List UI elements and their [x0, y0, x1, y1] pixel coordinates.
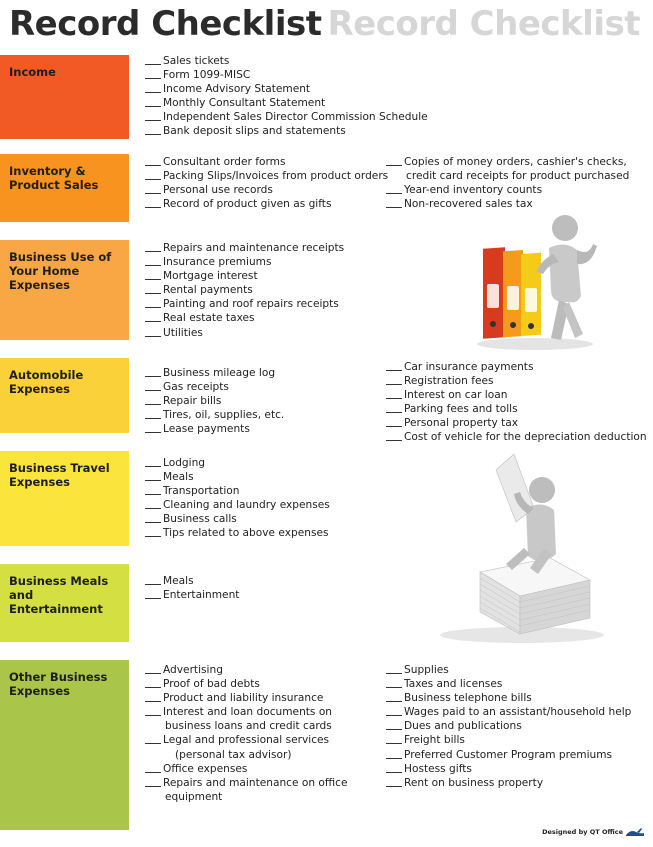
checklist-item: Non-recovered sales tax: [386, 197, 629, 211]
checklist-item: Tires, oil, supplies, etc.: [145, 408, 284, 422]
checklist-item: Insurance premiums: [145, 255, 344, 269]
checklist-item: Hostess gifts: [386, 762, 631, 776]
checklist-item: Lodging: [145, 456, 330, 470]
section-label-auto: Automobile Expenses: [0, 358, 129, 433]
checklist-item: Painting and roof repairs receipts: [145, 297, 344, 311]
checklist-item: Real estate taxes: [145, 311, 344, 325]
checklist-item: Lease payments: [145, 422, 284, 436]
travel-list: [145, 456, 330, 541]
checklist-item: Business calls: [145, 512, 330, 526]
checklist-item: Cost of vehicle for the depreciation deduction: [386, 430, 647, 444]
figure-with-binders-illustration: [465, 214, 605, 352]
checklist-item: Packing Slips/Invoices from product orders: [145, 169, 388, 183]
section-label-home: Business Use of Your Home Expenses: [0, 240, 129, 340]
checklist-item: Utilities: [145, 326, 344, 340]
checklist-item: Repair bills: [145, 394, 284, 408]
section-label-other: Other Business Expenses: [0, 660, 129, 830]
checklist-item: Meals: [145, 470, 330, 484]
checklist-item: Cleaning and laundry expenses: [145, 498, 330, 512]
checklist-item: Supplies: [386, 663, 631, 677]
checklist-item: Repairs and maintenance receipts: [145, 241, 344, 255]
checklist-item: Registration fees: [386, 374, 647, 388]
checklist-item: Rental payments: [145, 283, 344, 297]
checklist-item: Personal property tax: [386, 416, 647, 430]
checklist-item: Interest on car loan: [386, 388, 647, 402]
checklist-item: Entertainment: [145, 588, 239, 602]
checklist-item: Taxes and licenses: [386, 677, 631, 691]
figure-on-paper-stack-illustration: [430, 450, 608, 645]
checklist-item: Form 1099-MISC: [145, 68, 428, 82]
section-label-income: Income: [0, 55, 129, 139]
income-list: [145, 54, 428, 139]
section-label-travel: Business Travel Expenses: [0, 451, 129, 546]
checklist-item: Wages paid to an assistant/household help: [386, 705, 631, 719]
section-label-inventory: Inventory & Product Sales: [0, 154, 129, 222]
auto-list-left: [145, 366, 284, 436]
checklist-item: Business telephone bills: [386, 691, 631, 705]
section-label-meals: Business Meals and Entertainment: [0, 564, 129, 642]
checklist-item: Consultant order forms: [145, 155, 388, 169]
inventory-list-left: [145, 155, 388, 211]
checklist-item: Income Advisory Statement: [145, 82, 428, 96]
checklist-item: Dues and publications: [386, 719, 631, 733]
page-title: [9, 2, 640, 46]
checklist-item: Year-end inventory counts: [386, 183, 629, 197]
checklist-item: Legal and professional services (personal tax advisor): [145, 733, 348, 761]
checklist-item: Product and liability insurance: [145, 691, 348, 705]
checklist-item: Rent on business property: [386, 776, 631, 790]
checklist-item: Freight bills: [386, 733, 631, 747]
checklist-item: Bank deposit slips and statements: [145, 124, 428, 138]
auto-list-right: [386, 360, 647, 445]
designer-credit-text: Designed by QT Office: [542, 828, 623, 836]
shoe-logo-icon: [625, 827, 645, 837]
checklist-item: Repairs and maintenance on office equipment: [145, 776, 348, 804]
checklist-item: Advertising: [145, 663, 348, 677]
home-list: [145, 241, 344, 340]
checklist-item: Gas receipts: [145, 380, 284, 394]
title-main: Record Checklist: [9, 4, 322, 44]
designer-credit: [542, 827, 645, 837]
checklist-item: Proof of bad debts: [145, 677, 348, 691]
checklist-item: Personal use records: [145, 183, 388, 197]
checklist-item: Transportation: [145, 484, 330, 498]
checklist-item: Monthly Consultant Statement: [145, 96, 428, 110]
other-list-right: [386, 663, 631, 790]
checklist-item: Meals: [145, 574, 239, 588]
checklist-item: Record of product given as gifts: [145, 197, 388, 211]
inventory-list-right: [386, 155, 629, 211]
checklist-item: Office expenses: [145, 762, 348, 776]
checklist-item: Business mileage log: [145, 366, 284, 380]
checklist-item: Tips related to above expenses: [145, 526, 330, 540]
checklist-item: Parking fees and tolls: [386, 402, 647, 416]
checklist-item: Preferred Customer Program premiums: [386, 748, 631, 762]
checklist-item: Mortgage interest: [145, 269, 344, 283]
other-list-left: [145, 663, 348, 804]
checklist-item: Copies of money orders, cashier's checks, credit card receipts for product purchased: [386, 155, 629, 183]
checklist-item: Sales tickets: [145, 54, 428, 68]
checklist-item: Interest and loan documents on business loans and credit cards: [145, 705, 348, 733]
checklist-item: Independent Sales Director Commission Schedule: [145, 110, 428, 124]
meals-list: [145, 574, 239, 602]
checklist-item: Car insurance payments: [386, 360, 647, 374]
title-ghost: Record Checklist: [327, 4, 640, 44]
